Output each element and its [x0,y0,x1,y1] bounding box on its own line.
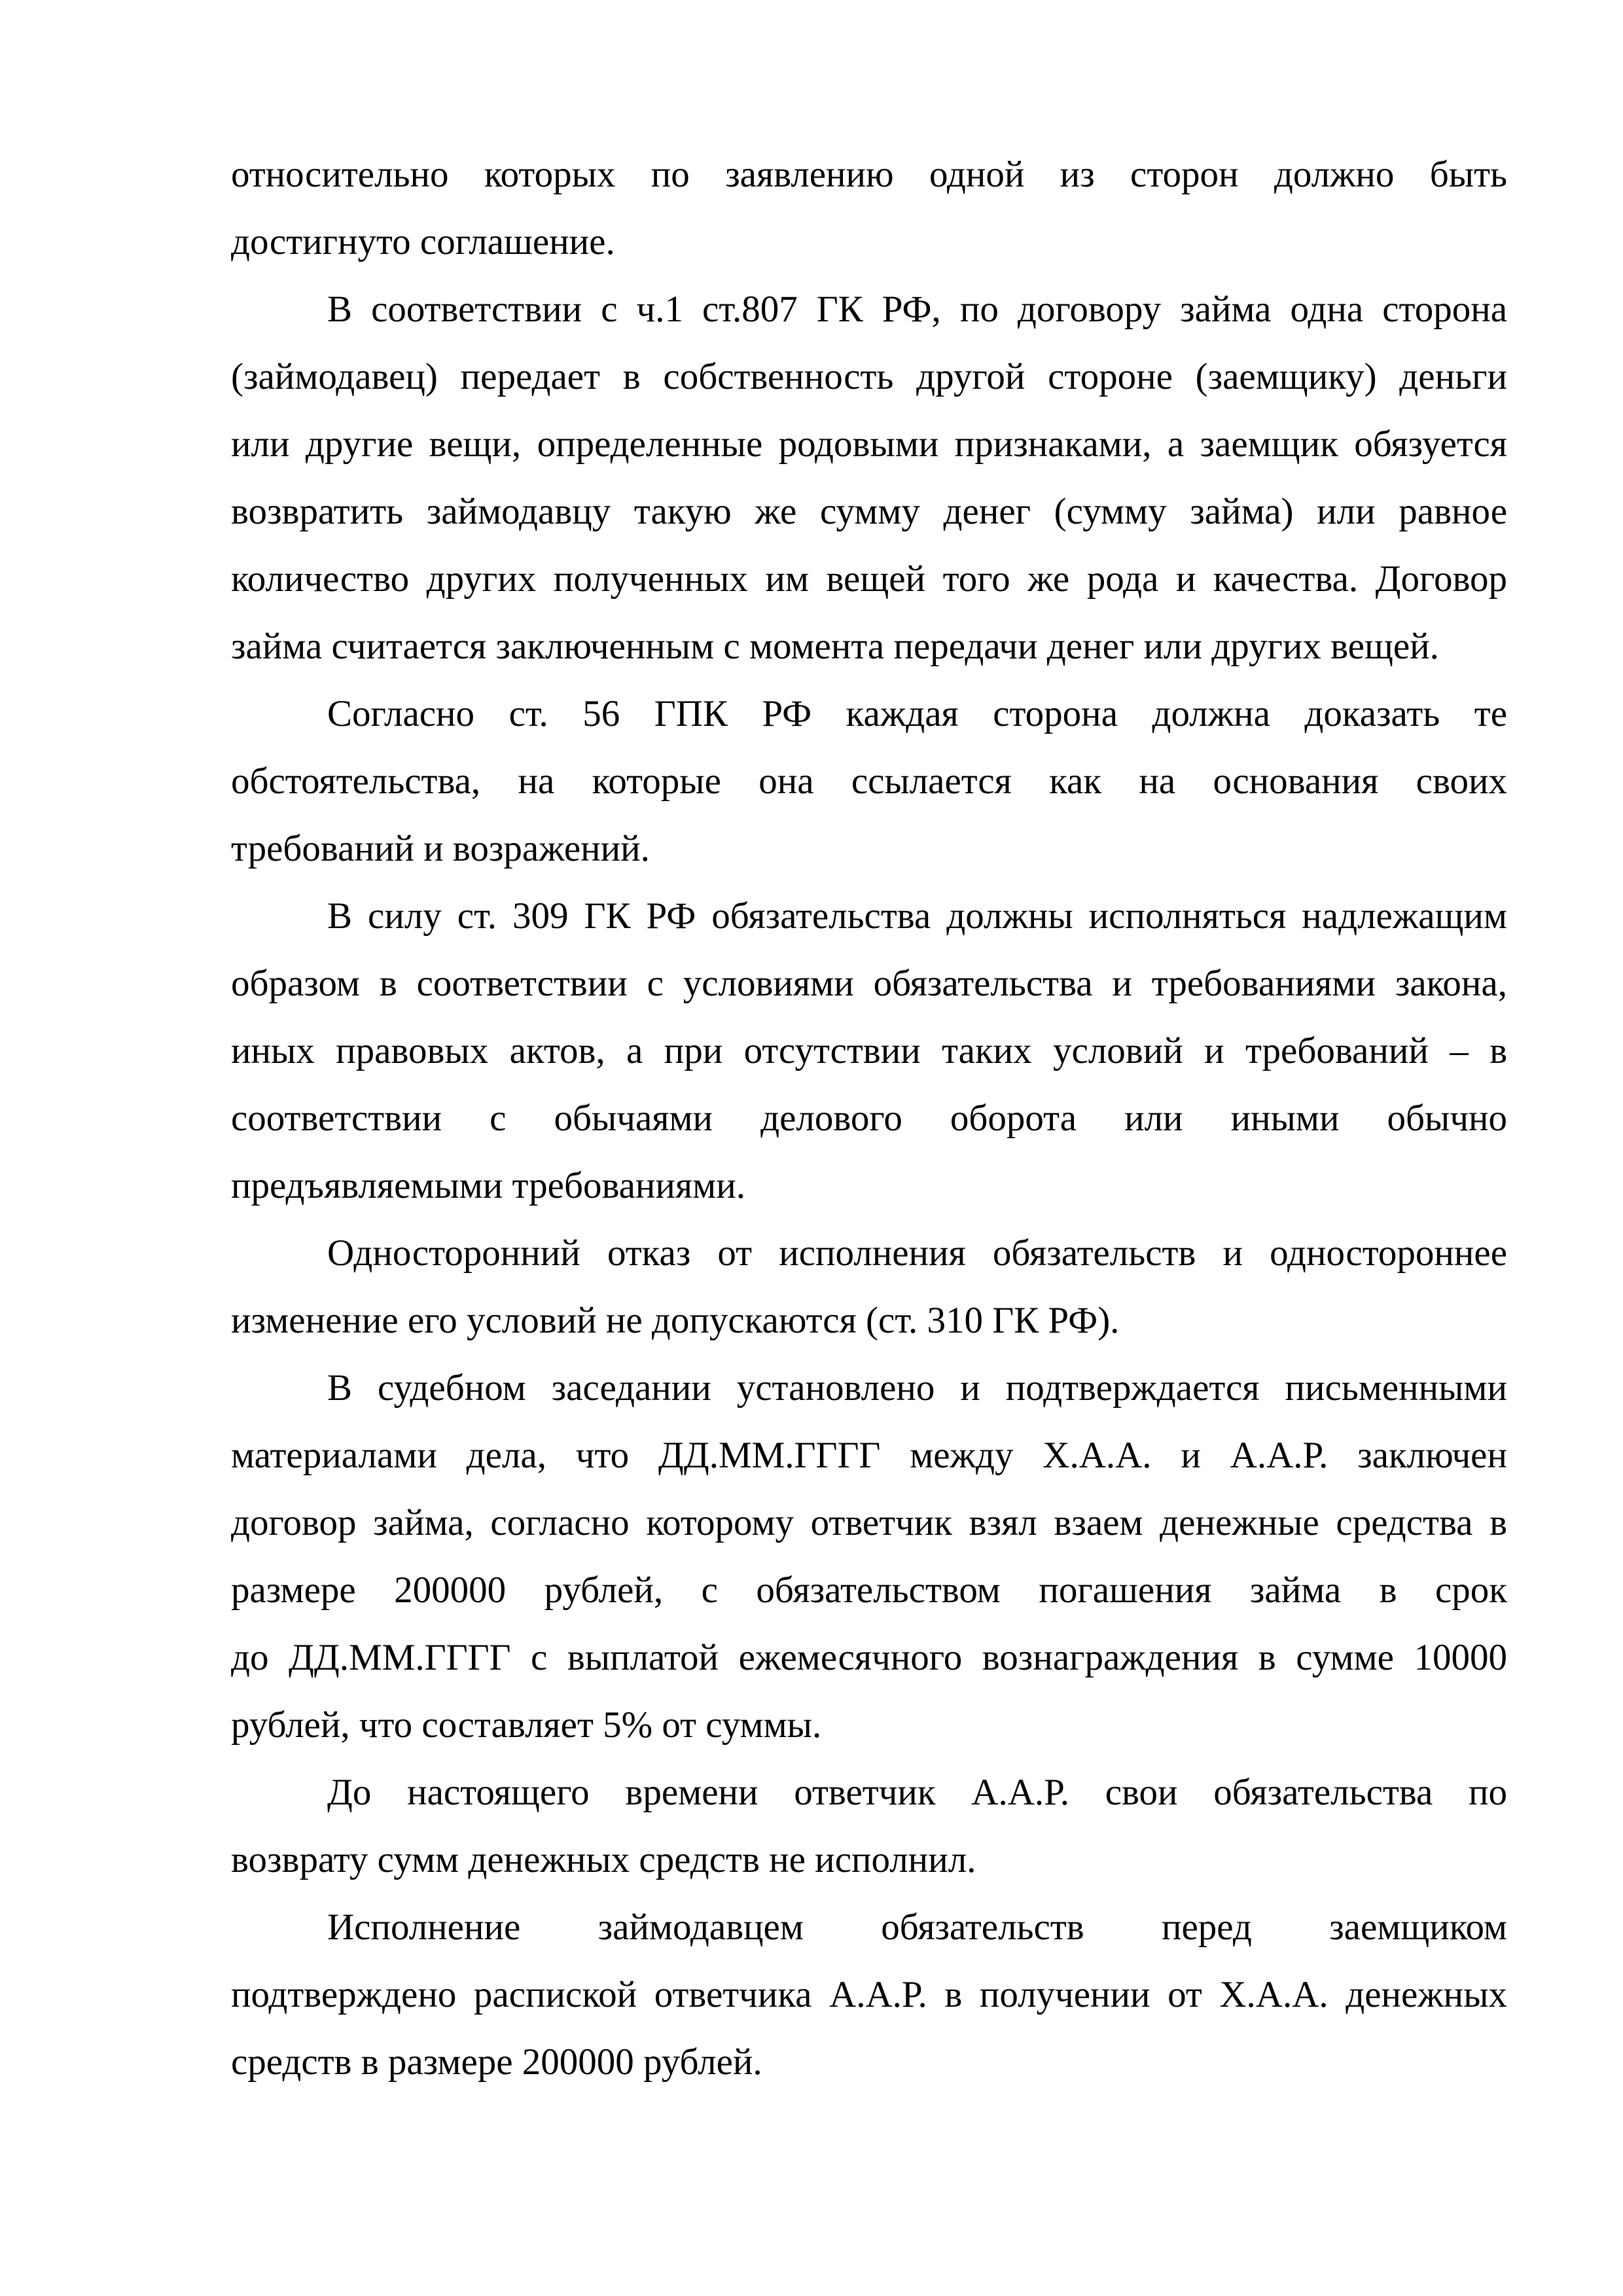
text-line: займа считается заключенным с момента передачи денег или других вещей. [231,626,1439,667]
document-body [231,141,1507,2096]
text-line: (займодавец) передает в собственность другой стороне (заемщику) деньги [231,356,1507,397]
text-line: договор займа, согласно которому ответчик взял взаем денежные средства в [231,1502,1507,1543]
text-line: размере 200000 рублей, с обязательством погашения займа в срок [231,1570,1507,1611]
text-line: обстоятельства, на которые она ссылается как на основания своих [231,761,1507,802]
text-line: возврату сумм денежных средств не исполнил. [231,1839,976,1880]
text-line: подтверждено распиской ответчика А.А.Р. в получении от Х.А.А. денежных [231,1974,1507,2015]
text-line: Согласно ст. 56 ГПК РФ каждая сторона должна доказать те [327,693,1507,734]
text-line: количество других полученных им вещей того же рода и качества. Договор [231,558,1507,600]
paragraph [231,1219,1507,1354]
text-line: средств в размере 200000 рублей. [231,2041,762,2083]
text-line: до ДД.ММ.ГГГГ с выплатой ежемесячного вознаграждения в сумме 10000 [231,1637,1507,1678]
paragraph [231,882,1507,1219]
paragraph [231,141,1507,276]
text-line: требований и возражений. [231,828,650,869]
text-line: Исполнение займодавцем обязательств перед заемщиком [327,1907,1507,1948]
text-line: образом в соответствии с условиями обязательства и требованиями закона, [231,963,1507,1004]
text-line: возвратить займодавцу такую же сумму денег (сумму займа) или равное [231,491,1507,532]
paragraph [231,1759,1507,1893]
text-line: или другие вещи, определенные родовыми признаками, а заемщик обязуется [231,423,1507,465]
text-line: В силу ст. 309 ГК РФ обязательства должны исполняться надлежащим [327,895,1507,937]
text-line: изменение его условий не допускаются (ст. 310 ГК РФ). [231,1300,1120,1341]
text-line: рублей, что составляет 5% от суммы. [231,1704,822,1746]
paragraph [231,680,1507,882]
text-line: относительно которых по заявлению одной из сторон должно быть [231,154,1507,195]
text-line: предъявляемыми требованиями. [231,1165,745,1206]
text-line: иных правовых актов, а при отсутствии таких условий и требований – в [231,1030,1507,1071]
paragraph [231,1893,1507,2096]
text-line: материалами дела, что ДД.ММ.ГГГГ между Х.А.А. и А.А.Р. заключен [231,1435,1507,1476]
text-line: Односторонний отказ от исполнения обязательств и одностороннее [327,1232,1507,1274]
paragraph [231,276,1507,680]
text-line: В соответствии с ч.1 ст.807 ГК РФ, по договору займа одна сторона [327,289,1507,330]
text-line: достигнуто соглашение. [231,221,615,262]
paragraph [231,1354,1507,1759]
text-line: До настоящего времени ответчик А.А.Р. свои обязательства по [327,1772,1507,1813]
text-line: В судебном заседании установлено и подтверждается письменными [327,1367,1507,1408]
text-line: соответствии с обычаями делового оборота или иными обычно [231,1098,1507,1139]
